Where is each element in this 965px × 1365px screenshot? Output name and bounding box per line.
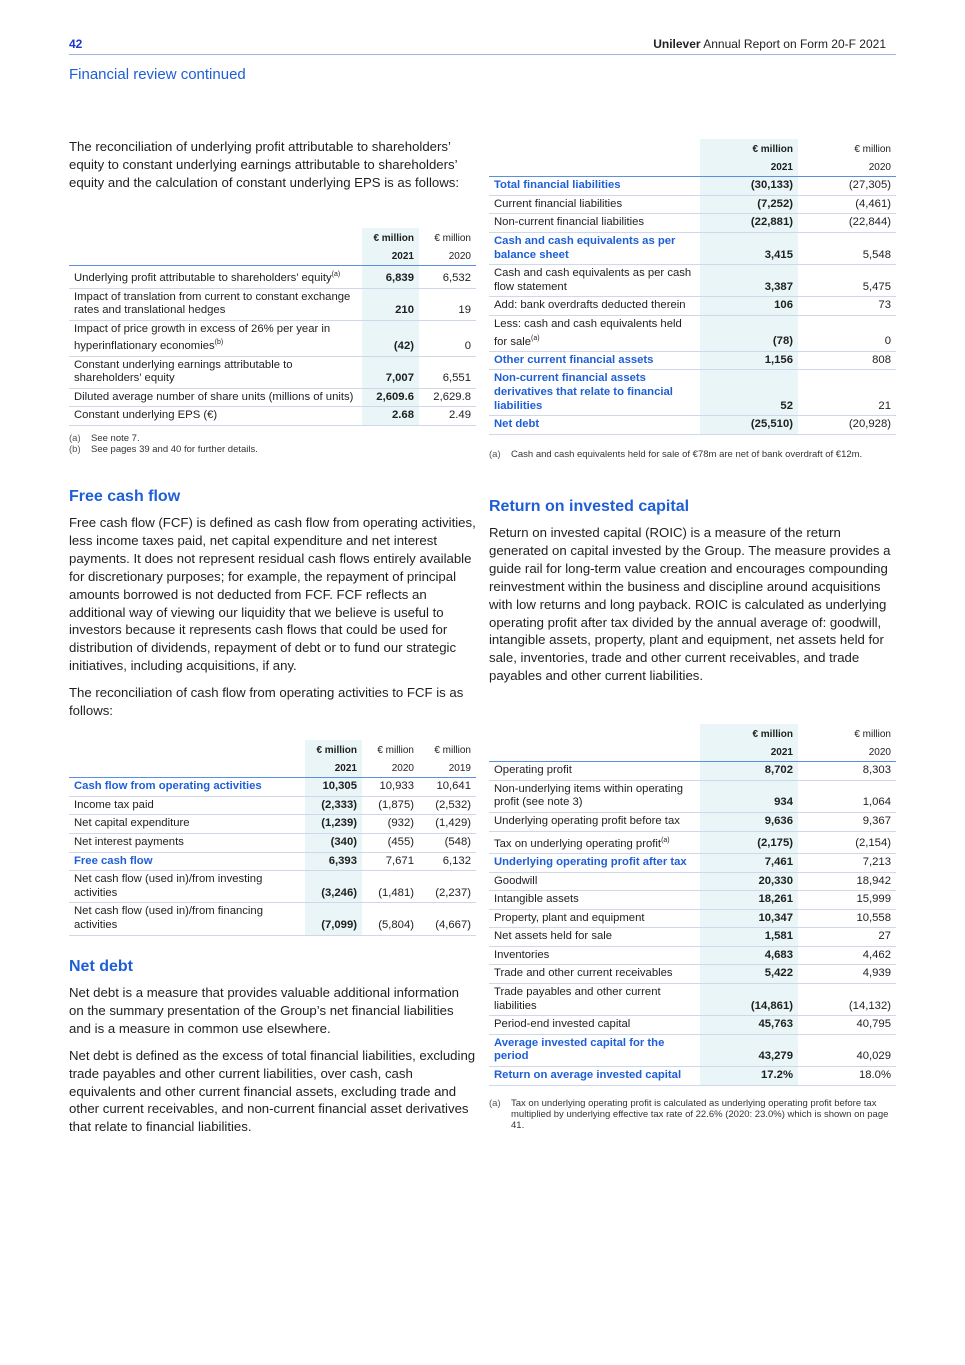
row-label-text: Non-current financial liabilities	[494, 216, 645, 229]
row-label-text: Underlying operating profit before tax	[494, 814, 680, 827]
table-row	[489, 909, 896, 928]
row-label	[489, 315, 700, 351]
page-number: 42	[69, 37, 83, 51]
table-row	[69, 833, 476, 852]
row-label	[489, 351, 700, 370]
value-2021: 5,422	[700, 965, 798, 984]
value-2021: (25,510)	[700, 416, 798, 435]
table-row	[69, 407, 476, 426]
debt-unit-row	[489, 139, 896, 159]
value-2020: 0	[419, 320, 476, 356]
year-label: 2020	[798, 744, 896, 762]
table-row	[489, 891, 896, 910]
value-2021: 10,347	[700, 909, 798, 928]
value-2021: (30,133)	[700, 177, 798, 196]
value-2020: (22,844)	[798, 214, 896, 233]
row-label-text: Goodwill	[494, 874, 538, 887]
table-row	[489, 370, 896, 416]
row-label	[489, 853, 700, 872]
footnote	[489, 449, 896, 460]
row-label-text: Underlying operating profit after tax	[494, 855, 687, 868]
row-label	[69, 288, 362, 320]
value-2021: 1,581	[700, 928, 798, 947]
table-row	[69, 778, 476, 797]
unit-label: € million	[434, 233, 471, 244]
row-label-text: Non-current financial assets derivatives that relate to financial liabilities	[494, 372, 673, 412]
value-2021: 6,393	[305, 852, 362, 871]
value-2020: (5,804)	[362, 903, 419, 935]
table-row	[489, 946, 896, 965]
roic-section	[489, 498, 896, 694]
row-label	[489, 946, 700, 965]
row-label	[489, 928, 700, 947]
row-label-text: Cash and cash equivalents as per balance sheet	[494, 234, 676, 261]
year-label: 2020	[419, 248, 476, 266]
value-2021: (2,333)	[305, 796, 362, 815]
footnote-mark: (b)	[69, 444, 81, 456]
row-label	[489, 195, 700, 214]
value-2020: 5,548	[798, 232, 896, 264]
eps-table-block	[69, 228, 476, 456]
table-row	[69, 796, 476, 815]
row-label	[489, 780, 700, 812]
fcf-section	[69, 488, 476, 729]
row-label: Net cash flow (used in)/from financing activities	[69, 903, 305, 935]
footnote-marker: (a)	[531, 334, 540, 342]
table-row	[489, 232, 896, 264]
row-label	[489, 214, 700, 233]
row-label-text: Current financial liabilities	[494, 197, 623, 210]
value-2021: 2,609.6	[362, 388, 419, 407]
table-row	[489, 831, 896, 853]
value-2020: (2,154)	[798, 831, 896, 853]
roic-paragraph: Return on invested capital (ROIC) is a measure of the return generated on capital invested by the Group. The measure provides a guide rail for long-term value creation and encourages compounding reinvestment within the business and discipline around acquisitions with low returns and long payback. ROIC is calculated as underlying operating profit after tax divided by the annual average of: goodwill, intangible assets, property, plant and equipment, net assets held for sale, inventories, trade and other current receivables, and trade payables and other current liabilities.	[489, 525, 891, 684]
table-row	[489, 195, 896, 214]
unit-label: € million	[377, 745, 414, 756]
table-row	[69, 288, 476, 320]
footnote-text: See note 7.	[91, 433, 140, 445]
row-label	[489, 909, 700, 928]
row-label-text: Underlying profit attributable to shareholders’ equity	[74, 271, 332, 284]
row-label	[489, 831, 700, 853]
row-label	[489, 265, 700, 297]
table-row	[489, 351, 896, 370]
value-2019: (548)	[419, 833, 476, 852]
row-label-text: Impact of translation from current to constant exchange rates and translational hedges	[74, 290, 351, 317]
row-label: Income tax paid	[69, 796, 305, 815]
row-label-text: Impact of price growth in excess of 26% per year in hyperinflationary economies	[74, 322, 331, 353]
row-label	[489, 965, 700, 984]
debt-notes	[489, 449, 896, 460]
roic-table-block	[489, 724, 896, 1132]
value-2021: 2.68	[362, 407, 419, 426]
row-label-text: Property, plant and equipment	[494, 911, 645, 924]
year-label: 2021	[362, 248, 419, 266]
row-label	[489, 1016, 700, 1035]
net-debt-paragraph-1: Net debt is a measure that provides valuable additional information on the summary presentation of the Group’s net financial liabilities and is a measure in common use elsewhere.	[69, 985, 459, 1036]
report-brand: Unilever	[653, 37, 701, 51]
debt-table-block	[489, 139, 896, 460]
table-row	[489, 214, 896, 233]
value-2021: (7,252)	[700, 195, 798, 214]
row-label-text: Inventories	[494, 948, 550, 961]
unit-label: € million	[305, 740, 362, 760]
value-2021: 3,415	[700, 232, 798, 264]
row-label-text: Trade payables and other current liabilities	[494, 986, 661, 1012]
value-2021: 9,636	[700, 812, 798, 831]
report-title	[653, 37, 886, 51]
footnote-text: Tax on underlying operating profit is calculated as underlying operating profit before tax multiplied by underlying effective tax rate of 22.6% (2020: 23.0%) which is shown on page 41.	[511, 1097, 889, 1132]
value-2020: 21	[798, 370, 896, 416]
unit-label: € million	[854, 144, 891, 155]
table-row	[489, 965, 896, 984]
row-label	[489, 1034, 700, 1066]
row-label-text: Return on average invested capital	[494, 1069, 682, 1082]
table-row	[69, 356, 476, 388]
footnote	[69, 444, 476, 455]
value-2020: 10,558	[798, 909, 896, 928]
value-2020: (27,305)	[798, 177, 896, 196]
value-2021: (42)	[362, 320, 419, 356]
fcf-table	[69, 740, 476, 936]
table-row	[69, 320, 476, 356]
table-row	[69, 815, 476, 834]
table-row	[69, 388, 476, 407]
row-label	[489, 872, 700, 891]
eps-notes	[69, 433, 476, 456]
value-2021: 17.2%	[700, 1067, 798, 1086]
value-2020: 4,939	[798, 965, 896, 984]
value-2021: 210	[362, 288, 419, 320]
table-row	[489, 853, 896, 872]
year-label: 2019	[419, 760, 476, 778]
row-label-text: Less: cash and cash equivalents held for sale	[494, 317, 682, 348]
value-2020: 19	[419, 288, 476, 320]
year-label: 2020	[362, 760, 419, 778]
table-row	[489, 1016, 896, 1035]
unit-label: € million	[700, 724, 798, 744]
table-row	[489, 315, 896, 351]
row-label	[489, 1067, 700, 1086]
footnote	[69, 433, 476, 444]
eps-year-row	[69, 248, 476, 266]
value-2021: (7,099)	[305, 903, 362, 935]
value-2020: 5,475	[798, 265, 896, 297]
value-2020: 7,213	[798, 853, 896, 872]
row-label	[69, 320, 362, 356]
table-row	[489, 177, 896, 196]
fcf-table-block	[69, 740, 476, 936]
value-2021: (2,175)	[700, 831, 798, 853]
value-2021: 7,461	[700, 853, 798, 872]
row-label: Net interest payments	[69, 833, 305, 852]
value-2021: 10,305	[305, 778, 362, 797]
footnote-mark: (a)	[489, 448, 501, 460]
value-2021: 45,763	[700, 1016, 798, 1035]
row-label-text: Add: bank overdrafts deducted therein	[494, 299, 686, 312]
roic-year-row	[489, 744, 896, 762]
table-row	[489, 780, 896, 812]
row-label	[489, 984, 700, 1016]
table-row	[489, 984, 896, 1016]
value-2021: 934	[700, 780, 798, 812]
unit-label: € million	[434, 745, 471, 756]
value-2020: 40,795	[798, 1016, 896, 1035]
eps-intro: The reconciliation of underlying profit attributable to shareholders’ equity to constant underlying earnings attributable to shareholders’ equity and the calculation of constant underlying EPS is as follows:	[69, 139, 459, 190]
value-2020: 18,942	[798, 872, 896, 891]
value-2020: 9,367	[798, 812, 896, 831]
unit-label: € million	[854, 729, 891, 740]
row-label-text: Average invested capital for the period	[494, 1036, 665, 1063]
row-label-text: Constant underlying EPS (€)	[74, 409, 218, 422]
row-label	[69, 356, 362, 388]
net-debt-paragraph-2: Net debt is defined as the excess of total financial liabilities, excluding trade payables and other current liabilities, over cash, cash equivalents and other current financial assets, excluding trade and other current receivables, and non-current financial asset derivatives that relate to financial liabilities.	[69, 1047, 476, 1135]
footnote-marker: (a)	[661, 836, 670, 844]
net-debt-table	[489, 139, 896, 435]
footnote-mark: (a)	[69, 433, 81, 445]
table-row	[69, 903, 476, 935]
row-label-text: Total financial liabilities	[494, 179, 621, 192]
row-label-text: Period-end invested capital	[494, 1018, 631, 1031]
value-2019: (2,237)	[419, 871, 476, 903]
value-2021: 8,702	[700, 762, 798, 781]
value-2021: (78)	[700, 315, 798, 351]
unit-label: € million	[362, 228, 419, 248]
fcf-unit-row	[69, 740, 476, 760]
footnote-text: Cash and cash equivalents held for sale of €78m are net of bank overdraft of €12m.	[511, 448, 863, 460]
value-2019: (4,667)	[419, 903, 476, 935]
value-2019: (2,532)	[419, 796, 476, 815]
year-label: 2020	[798, 159, 896, 177]
fcf-paragraph-2: The reconciliation of cash flow from operating activities to FCF is as follows:	[69, 685, 464, 719]
row-label	[69, 266, 362, 288]
value-2021: (3,246)	[305, 871, 362, 903]
fcf-heading: Free cash flow	[69, 488, 181, 505]
value-2020: 7,671	[362, 852, 419, 871]
value-2020: 8,303	[798, 762, 896, 781]
row-label	[69, 388, 362, 407]
row-label	[489, 370, 700, 416]
table-row	[489, 265, 896, 297]
value-2020: (1,875)	[362, 796, 419, 815]
value-2020: (1,481)	[362, 871, 419, 903]
value-2021: 6,839	[362, 266, 419, 288]
value-2021: 106	[700, 297, 798, 316]
value-2019: (1,429)	[419, 815, 476, 834]
row-label: Net capital expenditure	[69, 815, 305, 834]
table-row	[69, 852, 476, 871]
value-2020: 6,551	[419, 356, 476, 388]
row-label-text: Tax on underlying operating profit	[494, 837, 662, 850]
section-title: Financial review continued	[69, 66, 246, 83]
row-label	[489, 232, 700, 264]
footnote-mark: (a)	[489, 1097, 501, 1109]
value-2020: (14,132)	[798, 984, 896, 1016]
value-2020: (4,461)	[798, 195, 896, 214]
value-2020: 1,064	[798, 780, 896, 812]
value-2021: 43,279	[700, 1034, 798, 1066]
unit-label: € million	[700, 139, 798, 159]
value-2021: 3,387	[700, 265, 798, 297]
value-2020: 2,629.8	[419, 388, 476, 407]
table-row	[489, 416, 896, 435]
value-2021: (22,881)	[700, 214, 798, 233]
row-label	[69, 407, 362, 426]
net-debt-heading: Net debt	[69, 958, 133, 975]
footnote-marker: (a)	[331, 271, 341, 279]
value-2021: (340)	[305, 833, 362, 852]
footnote-marker: (b)	[214, 339, 224, 347]
report-title-text: Annual Report on Form 20-F 2021	[703, 37, 886, 51]
year-label: 2021	[700, 159, 798, 177]
value-2019: 6,132	[419, 852, 476, 871]
row-label: Net cash flow (used in)/from investing activities	[69, 871, 305, 903]
value-2020: (932)	[362, 815, 419, 834]
net-debt-section	[69, 958, 476, 1145]
value-2021: 7,007	[362, 356, 419, 388]
value-2020: 15,999	[798, 891, 896, 910]
table-row	[489, 928, 896, 947]
value-2020: 0	[798, 315, 896, 351]
value-2020: 27	[798, 928, 896, 947]
row-label-text: Constant underlying earnings attributable to shareholders’ equity	[74, 358, 293, 385]
header-divider	[69, 54, 896, 55]
eps-table	[69, 228, 476, 426]
value-2021: 52	[700, 370, 798, 416]
row-label-text: Net assets held for sale	[494, 930, 613, 943]
row-label	[489, 297, 700, 316]
table-row	[489, 812, 896, 831]
value-2020: 4,462	[798, 946, 896, 965]
value-2021: 1,156	[700, 351, 798, 370]
table-row	[489, 872, 896, 891]
table-row	[489, 1034, 896, 1066]
row-label-text: Cash and cash equivalents as per cash flow statement	[494, 267, 692, 293]
row-label-text: Intangible assets	[494, 893, 579, 906]
roic-table	[489, 724, 896, 1086]
debt-year-row	[489, 159, 896, 177]
value-2021: 4,683	[700, 946, 798, 965]
row-label	[489, 177, 700, 196]
value-2020: 18.0%	[798, 1067, 896, 1086]
roic-heading: Return on invested capital	[489, 498, 690, 515]
year-label: 2021	[305, 760, 362, 778]
value-2020: (455)	[362, 833, 419, 852]
table-row	[489, 1067, 896, 1086]
roic-notes	[489, 1098, 896, 1132]
row-label	[489, 891, 700, 910]
row-label	[489, 812, 700, 831]
row-label: Cash flow from operating activities	[69, 778, 305, 797]
fcf-paragraph-1: Free cash flow (FCF) is defined as cash flow from operating activities, less income taxes paid, net capital expenditure and net interest payments. It does not represent residual cash flows entirely available for discretionary purposes; for example, the repayment of principal amounts borrowed is not deducted from FCF. FCF reflects an additional way of viewing our liquidity that we believe is useful to investors because it represents cash flows that could be used for distribution of dividends, repayment of debt or to fund our strategic initiatives, including acquisitions, if any.	[69, 515, 476, 674]
row-label	[489, 416, 700, 435]
row-label-text: Operating profit	[494, 764, 572, 777]
eps-unit-row	[69, 228, 476, 248]
table-row	[69, 871, 476, 903]
footnote	[489, 1098, 896, 1132]
year-label: 2021	[700, 744, 798, 762]
row-label-text: Other current financial assets	[494, 353, 654, 366]
row-label-text: Non-underlying items within operating profit (see note 3)	[494, 782, 684, 809]
value-2020: 808	[798, 351, 896, 370]
value-2021: 20,330	[700, 872, 798, 891]
table-row	[489, 762, 896, 781]
value-2019: 10,641	[419, 778, 476, 797]
value-2020: (20,928)	[798, 416, 896, 435]
row-label-text: Trade and other current receivables	[494, 967, 673, 980]
fcf-year-row	[69, 760, 476, 778]
value-2020: 10,933	[362, 778, 419, 797]
value-2020: 73	[798, 297, 896, 316]
table-row	[69, 266, 476, 288]
row-label	[489, 762, 700, 781]
value-2020: 2.49	[419, 407, 476, 426]
value-2021: (14,861)	[700, 984, 798, 1016]
row-label-text: Diluted average number of share units (millions of units)	[74, 390, 354, 403]
value-2021: 18,261	[700, 891, 798, 910]
value-2020: 40,029	[798, 1034, 896, 1066]
table-row	[489, 297, 896, 316]
left-column	[69, 138, 476, 201]
value-2021: (1,239)	[305, 815, 362, 834]
footnote-text: See pages 39 and 40 for further details.	[91, 444, 258, 456]
row-label: Free cash flow	[69, 852, 305, 871]
roic-unit-row	[489, 724, 896, 744]
value-2020: 6,532	[419, 266, 476, 288]
row-label-text: Net debt	[494, 418, 540, 431]
